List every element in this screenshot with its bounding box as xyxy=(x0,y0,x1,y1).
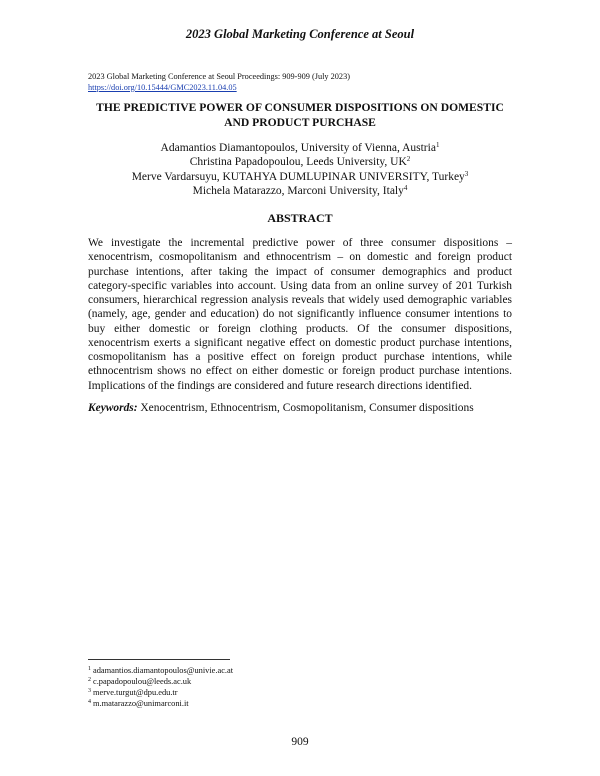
paper-title: THE PREDICTIVE POWER OF CONSUMER DISPOSITIONS ON DOMESTIC AND PRODUCT PURCHASE xyxy=(96,101,504,129)
author-line: Michela Matarazzo, Marconi University, Italy$^4$ xyxy=(192,183,408,197)
keywords-label: Keywords: xyxy=(88,402,138,414)
footnote-email: m.matarazzo@unimarconi.it xyxy=(93,699,189,708)
footnote-divider xyxy=(88,659,230,660)
footnote-marker[interactable]: 2 xyxy=(406,155,411,164)
author-line: Christina Papadopoulou, Leeds University, $UK^2$ xyxy=(189,155,411,169)
author-list xyxy=(88,141,512,198)
footnote-marker[interactable]: 1 xyxy=(435,141,440,149)
running-header: 2023 Global Marketing Conference at Seoul xyxy=(185,27,415,41)
author-line: Adamantios Diamantopoulos, University of Vienna, Austria$^1$ xyxy=(160,141,440,154)
proceedings-info xyxy=(88,71,518,93)
footnote-email: c.papadopoulou@leeds.ac.uk xyxy=(93,677,192,686)
abstract-heading: ABSTRACT xyxy=(267,211,333,225)
footnote-item: $^4$ m.matarazzo@unimarconi.it xyxy=(88,699,189,708)
proceedings-citation: 2023 Global Marketing Conference at Seoul Proceedings: 909-909 (July 2023) xyxy=(88,72,350,81)
keywords-text: Xenocentrism, Ethnocentrism, Cosmopolitanism, Consumer dispositions xyxy=(140,402,474,414)
keywords xyxy=(88,401,518,415)
page-number: 909 xyxy=(291,736,309,748)
footnote-item: $^3$ merve.turgut@dpu.edu.tr xyxy=(88,688,178,697)
author-line: Merve Vardarsuyu, KUTAHYA DUMLUPINAR UNIVERSITY, Turkey$^3$ xyxy=(131,169,469,183)
footnote-email: adamantios.diamantopoulos@univie.ac.at xyxy=(93,666,234,675)
footnote-email: merve.turgut@dpu.edu.tr xyxy=(93,688,178,697)
footnote-marker[interactable]: 3 xyxy=(464,169,469,178)
abstract-body: We investigate the incremental predictive power of three consumer dispositions – xenocentrism, cosmopolitanism and ethnocentrism – on domestic and foreign product purchase intentions, after taking the impact of consumer demographics and product category-specific variables into account. Using data from an online survey of 201 Turkish consumers, hierarchical regression analysis reveals that widely used demographic variables (namely, age, gender and education) do not significantly influence consumer intentions to buy either domestic or foreign clothing products. Of the consumer dispositions, xenocentrism exerts a significant negative effect on domestic product purchase intentions, cosmopolitanism has a positive effect on foreign product purchase intentions, while ethnocentrism shows no effect on either domestic or foreign product purchase intentions. Implications of the findings are considered and future research directions identified. xyxy=(88,237,512,392)
doi-link[interactable]: https://doi.org/10.15444/GMC2023.11.04.05 xyxy=(88,83,237,92)
footnotes xyxy=(88,665,388,709)
footnote-item: $^1$ adamantios.diamantopoulos@univie.ac.at xyxy=(88,666,234,675)
footnote-marker[interactable]: 4 xyxy=(403,183,408,192)
footnote-item: $^2$ c.papadopoulou@leeds.ac.uk xyxy=(88,677,192,686)
